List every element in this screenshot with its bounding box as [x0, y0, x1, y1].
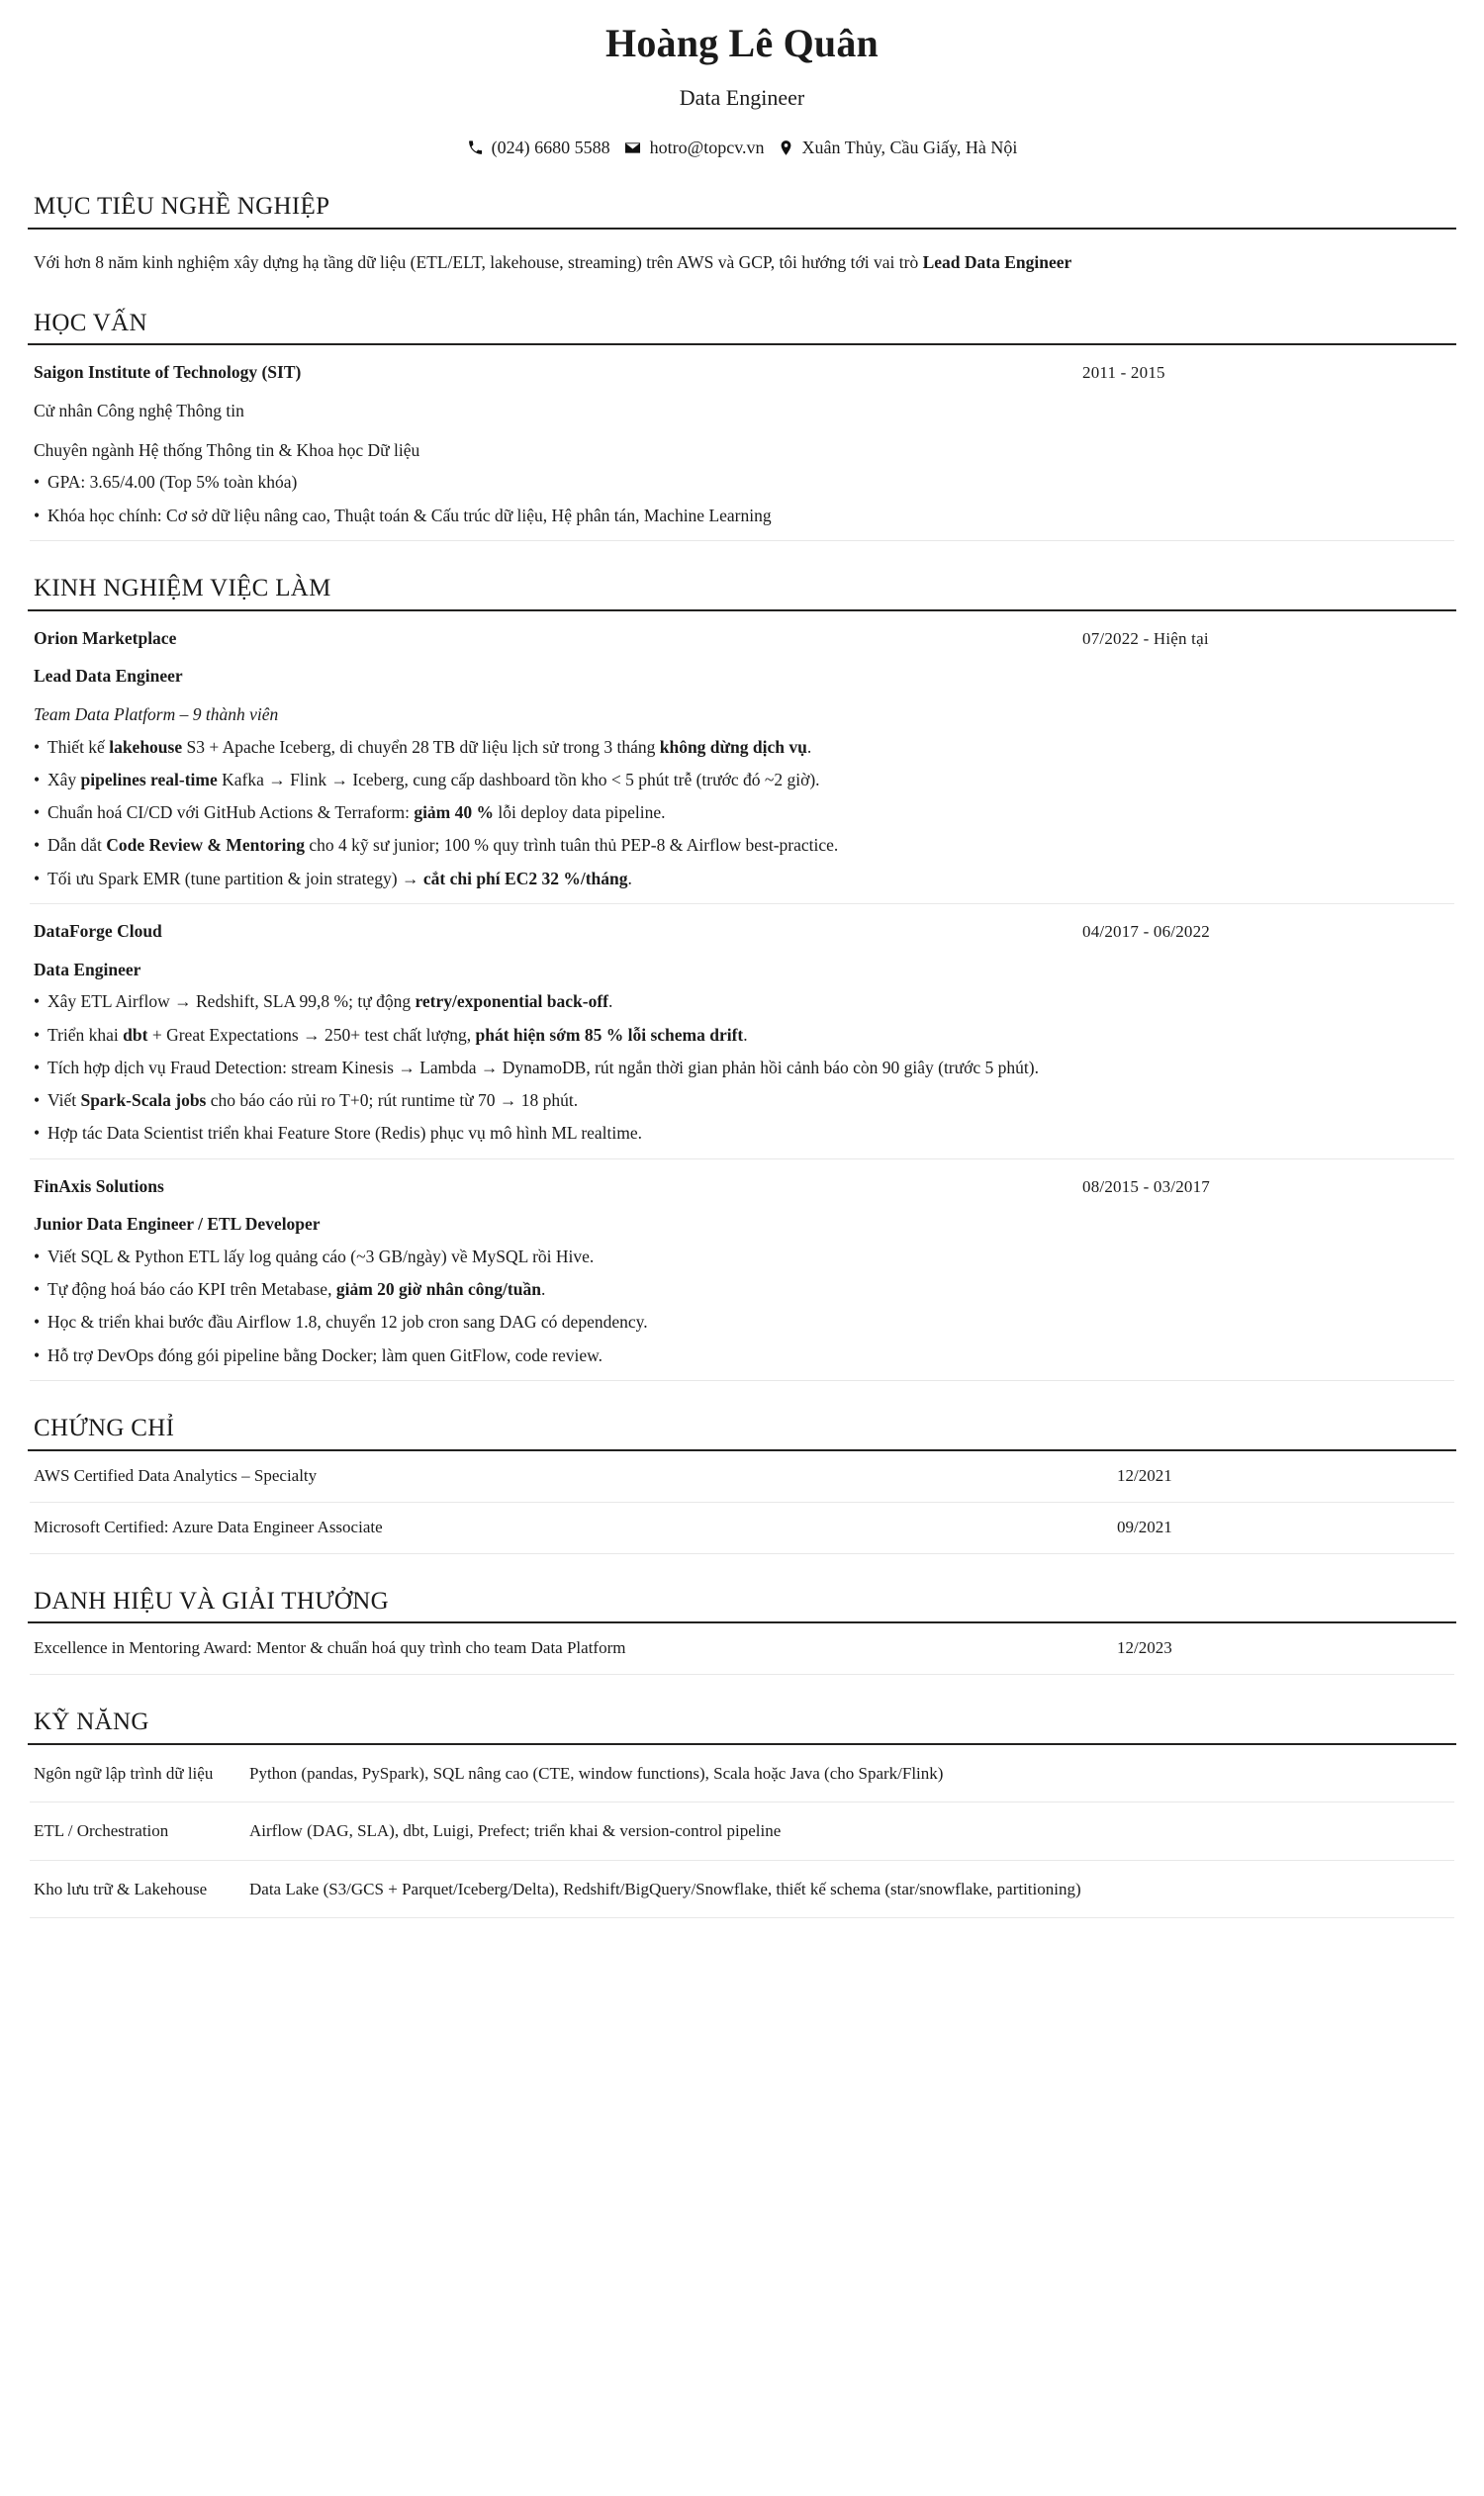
skill-row — [30, 1803, 1454, 1861]
bullet-item: • Tự động hoá báo cáo KPI trên Metabase, giảm 20 giờ nhân công/tuần. — [34, 1276, 1450, 1302]
award-date: 12/2023 — [1117, 1638, 1172, 1658]
bullet-item: • Tối ưu Spark EMR (tune partition & join strategy) → cắt chi phí EC2 32 %/tháng. — [34, 866, 1450, 891]
section-title-skills: KỸ NĂNG — [34, 1709, 149, 1736]
education-school: Saigon Institute of Technology (SIT) — [34, 362, 302, 383]
skill-label: Kho lưu trữ & Lakehouse — [34, 1879, 208, 1898]
certificate-name: AWS Certified Data Analytics – Specialty — [34, 1465, 318, 1485]
section-title-awards: DANH HIỆU VÀ GIẢI THƯỞNG — [34, 1587, 389, 1615]
bullet-item: • Chuẩn hoá CI/CD với GitHub Actions & Terraform: giảm 40 % lỗi deploy data pipeline. — [34, 799, 1450, 825]
bullet-item: • Học & triển khai bước đầu Airflow 1.8, chuyển 12 job cron sang DAG có dependency. — [34, 1309, 1450, 1335]
experience-entry — [30, 904, 1454, 1159]
award-row — [30, 1623, 1454, 1675]
certificate-date: 12/2021 — [1117, 1465, 1172, 1485]
bullet-item: • Hợp tác Data Scientist triển khai Feature Store (Redis) phục vụ mô hình ML realtime. — [34, 1120, 1450, 1146]
contact-address[interactable] — [778, 138, 1018, 159]
contact-phone-text: (024) 6680 5588 — [491, 138, 610, 158]
experience-company: FinAxis Solutions — [34, 1175, 164, 1196]
skill-rows — [28, 1745, 1456, 1919]
experience-dates: 07/2022 - Hiện tại — [1082, 628, 1209, 648]
education-entries — [28, 345, 1456, 541]
candidate-name: Hoàng Lê Quân — [605, 21, 879, 65]
education-dates: 2011 - 2015 — [1082, 363, 1165, 383]
bullet-item: • Triển khai dbt + Great Expectations → 250+ test chất lượng, phát hiện sớm 85 % lỗi schema drift. — [34, 1022, 1450, 1048]
envelope-icon — [623, 139, 642, 157]
experience-bullets — [34, 734, 1450, 891]
experience-entry — [30, 611, 1454, 904]
candidate-job-title: Data Engineer — [679, 84, 805, 110]
skill-label: ETL / Orchestration — [34, 1821, 169, 1841]
skill-row — [30, 1861, 1454, 1919]
experience-dates: 04/2017 - 06/2022 — [1082, 921, 1211, 941]
bullet-item: • Thiết kế lakehouse S3 + Apache Iceberg, di chuyển 28 TB dữ liệu lịch sử trong 3 tháng không dừng dịch vụ. — [34, 734, 1450, 760]
skill-value: Data Lake (S3/GCS + Parquet/Iceberg/Delta), Redshift/BigQuery/Snowflake, thiết kế schema (star/snowflake, partitioning) — [249, 1879, 1081, 1898]
bullet-item: • Tích hợp dịch vụ Fraud Detection: stream Kinesis → Lambda → DynamoDB, rút ngắn thời gian phản hồi cảnh báo còn 90 giây (trước 5 phút). — [34, 1055, 1450, 1080]
section-certificates — [28, 1415, 1456, 1554]
award-name: Excellence in Mentoring Award: Mentor & chuẩn hoá quy trình cho team Data Platform — [34, 1638, 626, 1658]
contact-email-text: hotro@topcv.vn — [649, 138, 765, 158]
experience-entries — [28, 611, 1456, 1381]
resume-header — [28, 0, 1456, 159]
experience-bullets — [34, 988, 1450, 1146]
map-pin-icon — [778, 139, 794, 157]
contact-email[interactable] — [623, 138, 765, 159]
experience-company: DataForge Cloud — [34, 920, 162, 941]
bullet-item: • Xây ETL Airflow → Redshift, SLA 99,8 %; tự động retry/exponential back-off. — [34, 988, 1450, 1014]
experience-team: Team Data Platform – 9 thành viên — [34, 704, 279, 725]
bullet-item: • Viết SQL & Python ETL lấy log quảng cáo (~3 GB/ngày) về MySQL rồi Hive. — [34, 1244, 1450, 1269]
education-entry — [30, 345, 1454, 541]
certificate-row — [30, 1503, 1454, 1554]
experience-company: Orion Marketplace — [34, 627, 177, 648]
section-objective — [28, 193, 1456, 276]
certificate-row — [30, 1451, 1454, 1503]
section-title-education: HỌC VẤN — [34, 309, 147, 336]
objective-text-plain: Với hơn 8 năm kinh nghiệm xây dựng hạ tầng dữ liệu (ETL/ELT, lakehouse, streaming) trên AWS và GCP, tôi hướng tới vai trò — [34, 251, 923, 272]
experience-role: Data Engineer — [34, 959, 141, 979]
experience-role: Lead Data Engineer — [34, 666, 183, 687]
experience-entry — [30, 1159, 1454, 1381]
experience-role: Junior Data Engineer / ETL Developer — [34, 1214, 321, 1235]
objective-text-highlight: Lead Data Engineer — [922, 251, 1072, 272]
objective-text — [30, 230, 1454, 276]
section-awards — [28, 1588, 1456, 1676]
certificate-entries — [28, 1451, 1456, 1554]
bullet-item: • GPA: 3.65/4.00 (Top 5% toàn khóa) — [34, 469, 1450, 495]
certificate-date: 09/2021 — [1117, 1517, 1172, 1536]
section-education — [28, 310, 1456, 541]
section-title-objective: MỤC TIÊU NGHỀ NGHIỆP — [34, 192, 330, 220]
bullet-item: • Viết Spark-Scala jobs cho báo cáo rủi ro T+0; rút runtime từ 70 → 18 phút. — [34, 1087, 1450, 1113]
section-experience — [28, 575, 1456, 1381]
education-degree: Cử nhân Công nghệ Thông tin — [34, 401, 244, 421]
experience-dates: 08/2015 - 03/2017 — [1082, 1176, 1211, 1196]
bullet-item: • Xây pipelines real-time Kafka → Flink → Iceberg, cung cấp dashboard tồn kho < 5 phút trễ (trước đó ~2 giờ). — [34, 767, 1450, 792]
education-bullets — [34, 469, 1450, 528]
contact-phone[interactable] — [467, 138, 610, 159]
bullet-item: • Dẫn dắt Code Review & Mentoring cho 4 kỹ sư junior; 100 % quy trình tuân thủ PEP-8 & Airflow best-practice. — [34, 832, 1450, 858]
contact-address-text: Xuân Thủy, Cầu Giấy, Hà Nội — [801, 138, 1018, 158]
education-major: Chuyên ngành Hệ thống Thông tin & Khoa học Dữ liệu — [34, 439, 420, 460]
award-entries — [28, 1623, 1456, 1675]
section-title-experience: KINH NGHIỆM VIỆC LÀM — [34, 574, 331, 601]
skill-value: Python (pandas, PySpark), SQL nâng cao (CTE, window functions), Scala hoặc Java (cho Spark/Flink) — [249, 1763, 944, 1783]
section-title-certificates: CHỨNG CHỈ — [34, 1414, 175, 1441]
contact-bar — [28, 138, 1456, 159]
skill-value: Airflow (DAG, SLA), dbt, Luigi, Prefect; triển khai & version-control pipeline — [249, 1821, 782, 1841]
bullet-item: • Hỗ trợ DevOps đóng gói pipeline bằng Docker; làm quen GitFlow, code review. — [34, 1342, 1450, 1368]
certificate-name: Microsoft Certified: Azure Data Engineer Associate — [34, 1517, 383, 1536]
section-skills — [28, 1709, 1456, 1918]
phone-icon — [467, 139, 484, 156]
bullet-item: • Khóa học chính: Cơ sở dữ liệu nâng cao, Thuật toán & Cấu trúc dữ liệu, Hệ phân tán, Machine Learning — [34, 503, 1450, 528]
experience-bullets — [34, 1244, 1450, 1368]
skill-row — [30, 1745, 1454, 1803]
skill-label: Ngôn ngữ lập trình dữ liệu — [34, 1763, 214, 1783]
